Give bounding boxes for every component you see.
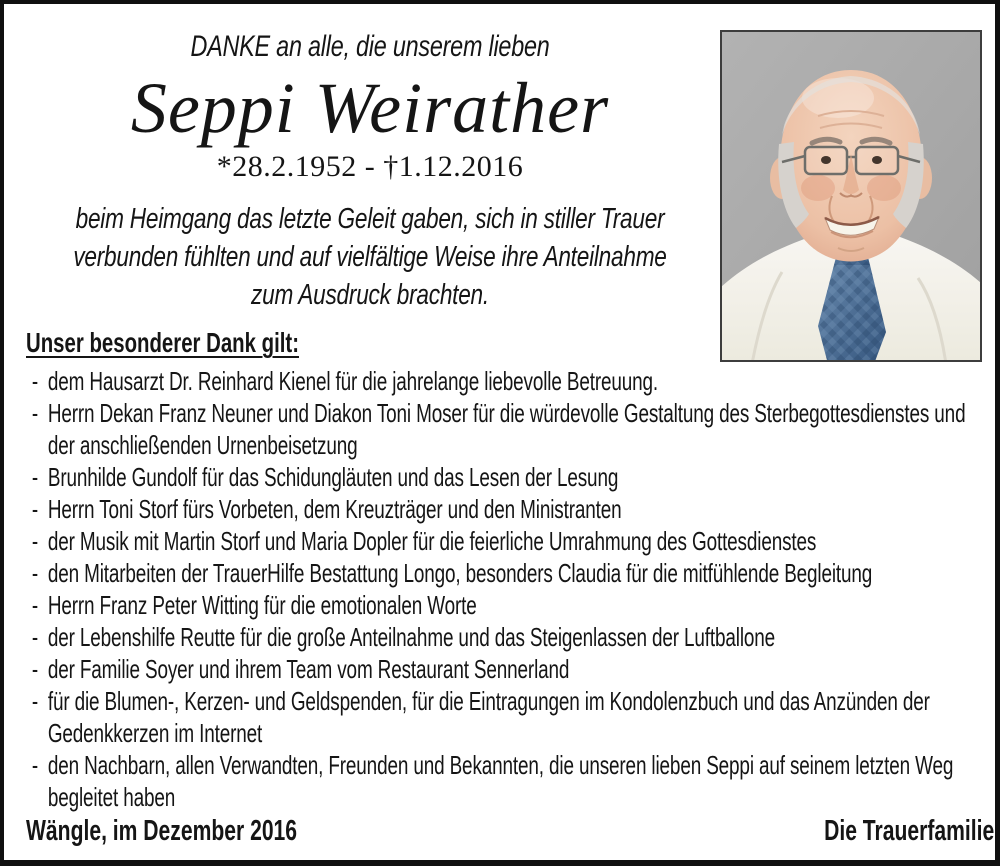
list-item (26, 653, 994, 685)
footer-place-date: Wängle, im Dezember 2016 (26, 815, 298, 847)
list-bullet: - (31, 462, 38, 492)
list-item (26, 461, 994, 493)
intro-paragraph-line: beim Heimgang das letzte Geleit gaben, sich in stiller Trauer (75, 203, 665, 235)
birth-death-dates: *28.2.1952 - †1.12.2016 (216, 150, 524, 183)
list-bullet: - (31, 654, 38, 684)
footer-signature: Die Trauerfamilie (824, 815, 995, 847)
list-bullet: - (31, 590, 38, 620)
list-bullet: - (31, 686, 38, 716)
intro-paragraph (19, 200, 721, 314)
list-item (26, 365, 994, 397)
list-bullet: - (31, 398, 38, 428)
thanks-heading: Unser besonderer Dank gilt: (26, 327, 299, 358)
portrait-illustration (722, 32, 980, 360)
thanks-list (26, 365, 994, 813)
list-item (26, 749, 994, 813)
list-item (26, 557, 994, 589)
list-item-text: der Lebenshilfe Reutte für die große Anteilnahme und das Steigenlassen der Luftballone (47, 622, 776, 652)
list-bullet: - (31, 750, 38, 780)
list-item (26, 685, 994, 749)
list-item (26, 525, 994, 557)
list-item-text: den Nachbarn, allen Verwandten, Freunden und Bekannten, die unseren lieben Seppi auf seinem letzten Weg begleitet haben (47, 750, 954, 812)
list-item (26, 493, 994, 525)
list-item-text: Herrn Franz Peter Witting für die emotionalen Worte (47, 590, 477, 620)
list-item-text: der Familie Soyer und ihrem Team vom Restaurant Sennerland (47, 654, 570, 684)
notice-footer (26, 815, 994, 848)
list-bullet: - (31, 366, 38, 396)
list-item-text: dem Hausarzt Dr. Reinhard Kienel für die jahrelange liebevolle Betreuung. (47, 366, 658, 396)
portrait-photo (720, 30, 982, 362)
list-item-text: den Mitarbeiten der TrauerHilfe Bestattung Longo, besonders Claudia für die mitfühlende Begleitung (47, 558, 873, 588)
list-item-text: Brunhilde Gundolf für das Schidungläuten und das Lesen der Lesung (47, 462, 619, 492)
list-item (26, 589, 994, 621)
list-bullet: - (31, 526, 38, 556)
list-bullet: - (31, 494, 38, 524)
intro-paragraph-line: verbunden fühlten und auf vielfältige Weise ihre Anteilnahme (73, 241, 667, 273)
eyebrow-line: DANKE an alle, die unserem lieben (190, 30, 550, 63)
intro-paragraph-line: zum Ausdruck brachten. (251, 279, 489, 311)
list-item-text: Herrn Dekan Franz Neuner und Diakon Toni Moser für die würdevolle Gestaltung des Sterbegottesdienstes und der anschließenden Urnenbeisetzung (47, 398, 966, 460)
list-item-text: der Musik mit Martin Storf und Maria Dopler für die feierliche Umrahmung des Gottesdienstes (47, 526, 817, 556)
list-bullet: - (31, 622, 38, 652)
list-item (26, 621, 994, 653)
deceased-name: Seppi Weirather (130, 68, 610, 148)
list-item-text: für die Blumen-, Kerzen- und Geldspenden, für die Eintragungen im Kondolenzbuch und das Anzünden der Gedenkkerzen im Internet (47, 686, 930, 748)
list-item (26, 397, 994, 461)
list-item-text: Herrn Toni Storf fürs Vorbeten, dem Kreuzträger und den Ministranten (47, 494, 622, 524)
list-bullet: - (31, 558, 38, 588)
